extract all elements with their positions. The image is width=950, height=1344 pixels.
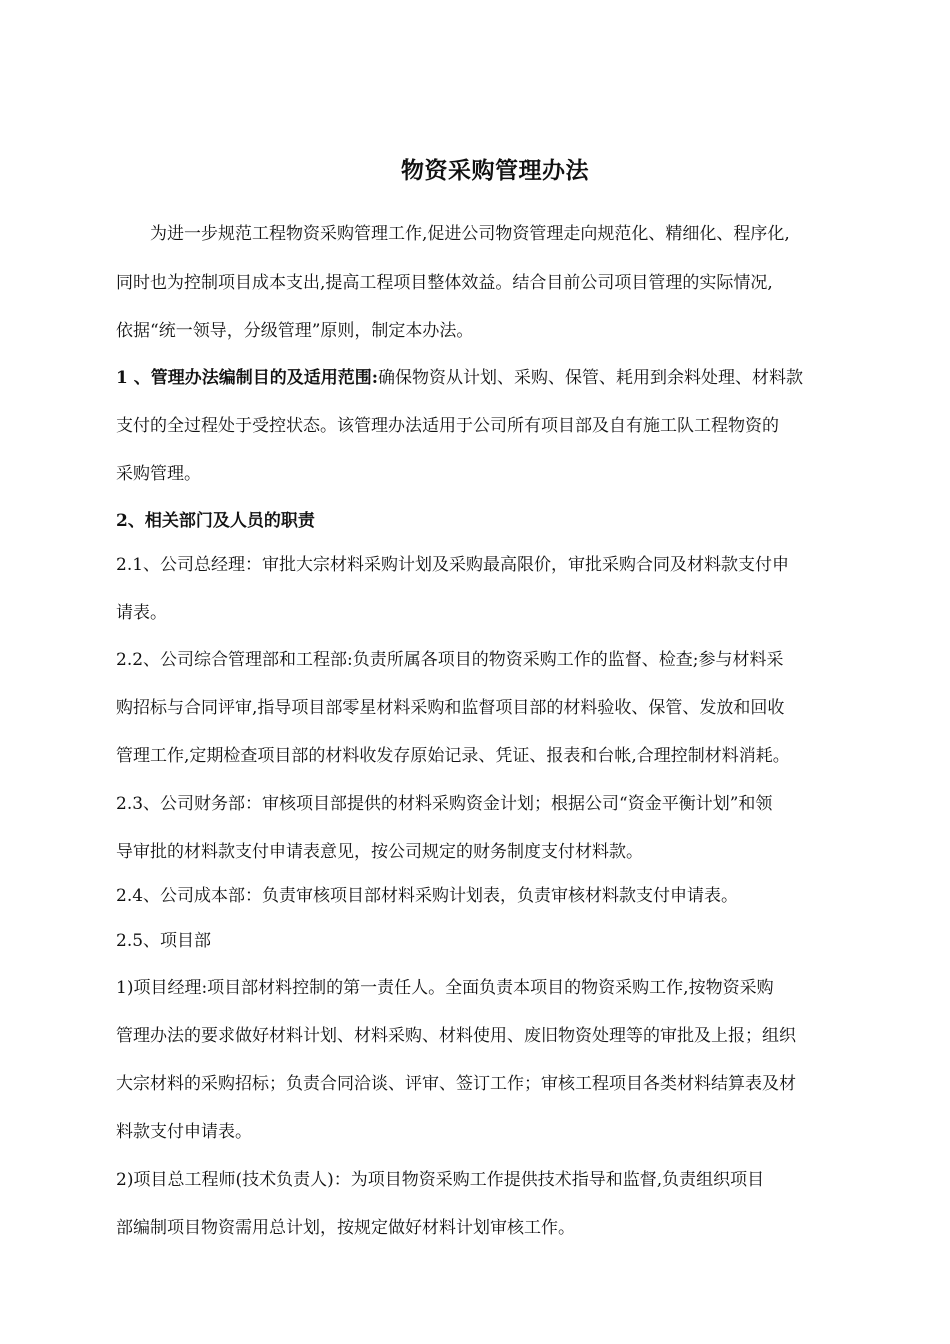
item-2-line-2: 部编制项目物资需用总计划，按规定做好材料计划审核工作。 xyxy=(116,1218,575,1238)
section-1-line-3: 采购管理。 xyxy=(116,464,201,484)
intro-line-2: 同时也为控制项目成本支出,提高工程项目整体效益。结合目前公司项目管理的实际情况, xyxy=(116,273,773,293)
para-2-1-line-1: 2.1、公司总经理：审批大宗材料采购计划及采购最高限价，审批采购合同及材料款支付申 xyxy=(116,555,790,575)
section-1-text: 确保物资从计划、采购、保管、耗用到余料处理、材料款 xyxy=(378,368,804,388)
para-2-2-line-1: 2.2、公司综合管理部和工程部:负责所属各项目的物资采购工作的监督、检查;参与材料采 xyxy=(116,650,784,670)
item-1-line-4: 料款支付申请表。 xyxy=(116,1122,252,1142)
para-2-3-line-1: 2.3、公司财务部：审核项目部提供的材料采购资金计划；根据公司“资金平衡计划”和领 xyxy=(116,794,773,814)
item-1-line-3: 大宗材料的采购招标；负责合同洽谈、评审、签订工作；审核工程项目各类材料结算表及材 xyxy=(116,1074,796,1094)
document-title: 物资采购管理办法 xyxy=(401,157,589,184)
item-1-line-1: 1)项目经理:项目部材料控制的第一责任人。全面负责本项目的物资采购工作,按物资采购 xyxy=(116,978,774,998)
section-2-heading: 2、相关部门及人员的职责 xyxy=(116,511,315,531)
intro-line-1: 为进一步规范工程物资采购管理工作,促进公司物资管理走向规范化、精细化、程序化, xyxy=(150,224,790,244)
para-2-4: 2.4、公司成本部：负责审核项目部材料采购计划表，负责审核材料款支付申请表。 xyxy=(116,886,739,906)
item-1-line-2: 管理办法的要求做好材料计划、材料采购、材料使用、废旧物资处理等的审批及上报；组织 xyxy=(116,1026,796,1046)
section-1-heading: 1 、管理办法编制目的及适用范围: xyxy=(116,368,379,388)
para-2-2-line-3: 管理工作,定期检查项目部的材料收发存原始记录、凭证、报表和台帐,合理控制材料消耗。 xyxy=(116,746,790,766)
para-2-2-line-2: 购招标与合同评审,指导项目部零星材料采购和监督项目部的材料验收、保管、发放和回收 xyxy=(116,698,785,718)
para-2-5: 2.5、项目部 xyxy=(116,931,212,951)
intro-line-3: 依据“统一领导，分级管理”原则，制定本办法。 xyxy=(116,321,474,341)
para-2-1-line-2: 请表。 xyxy=(116,603,167,623)
section-1-first-line xyxy=(116,366,862,390)
item-2-line-1: 2)项目总工程师(技术负责人)：为项目物资采购工作提供技术指导和监督,负责组织项目 xyxy=(116,1170,765,1190)
section-1-line-2: 支付的全过程处于受控状态。该管理办法适用于公司所有项目部及自有施工队工程物资的 xyxy=(116,416,779,436)
para-2-3-line-2: 导审批的材料款支付申请表意见，按公司规定的财务制度支付材料款。 xyxy=(116,842,643,862)
